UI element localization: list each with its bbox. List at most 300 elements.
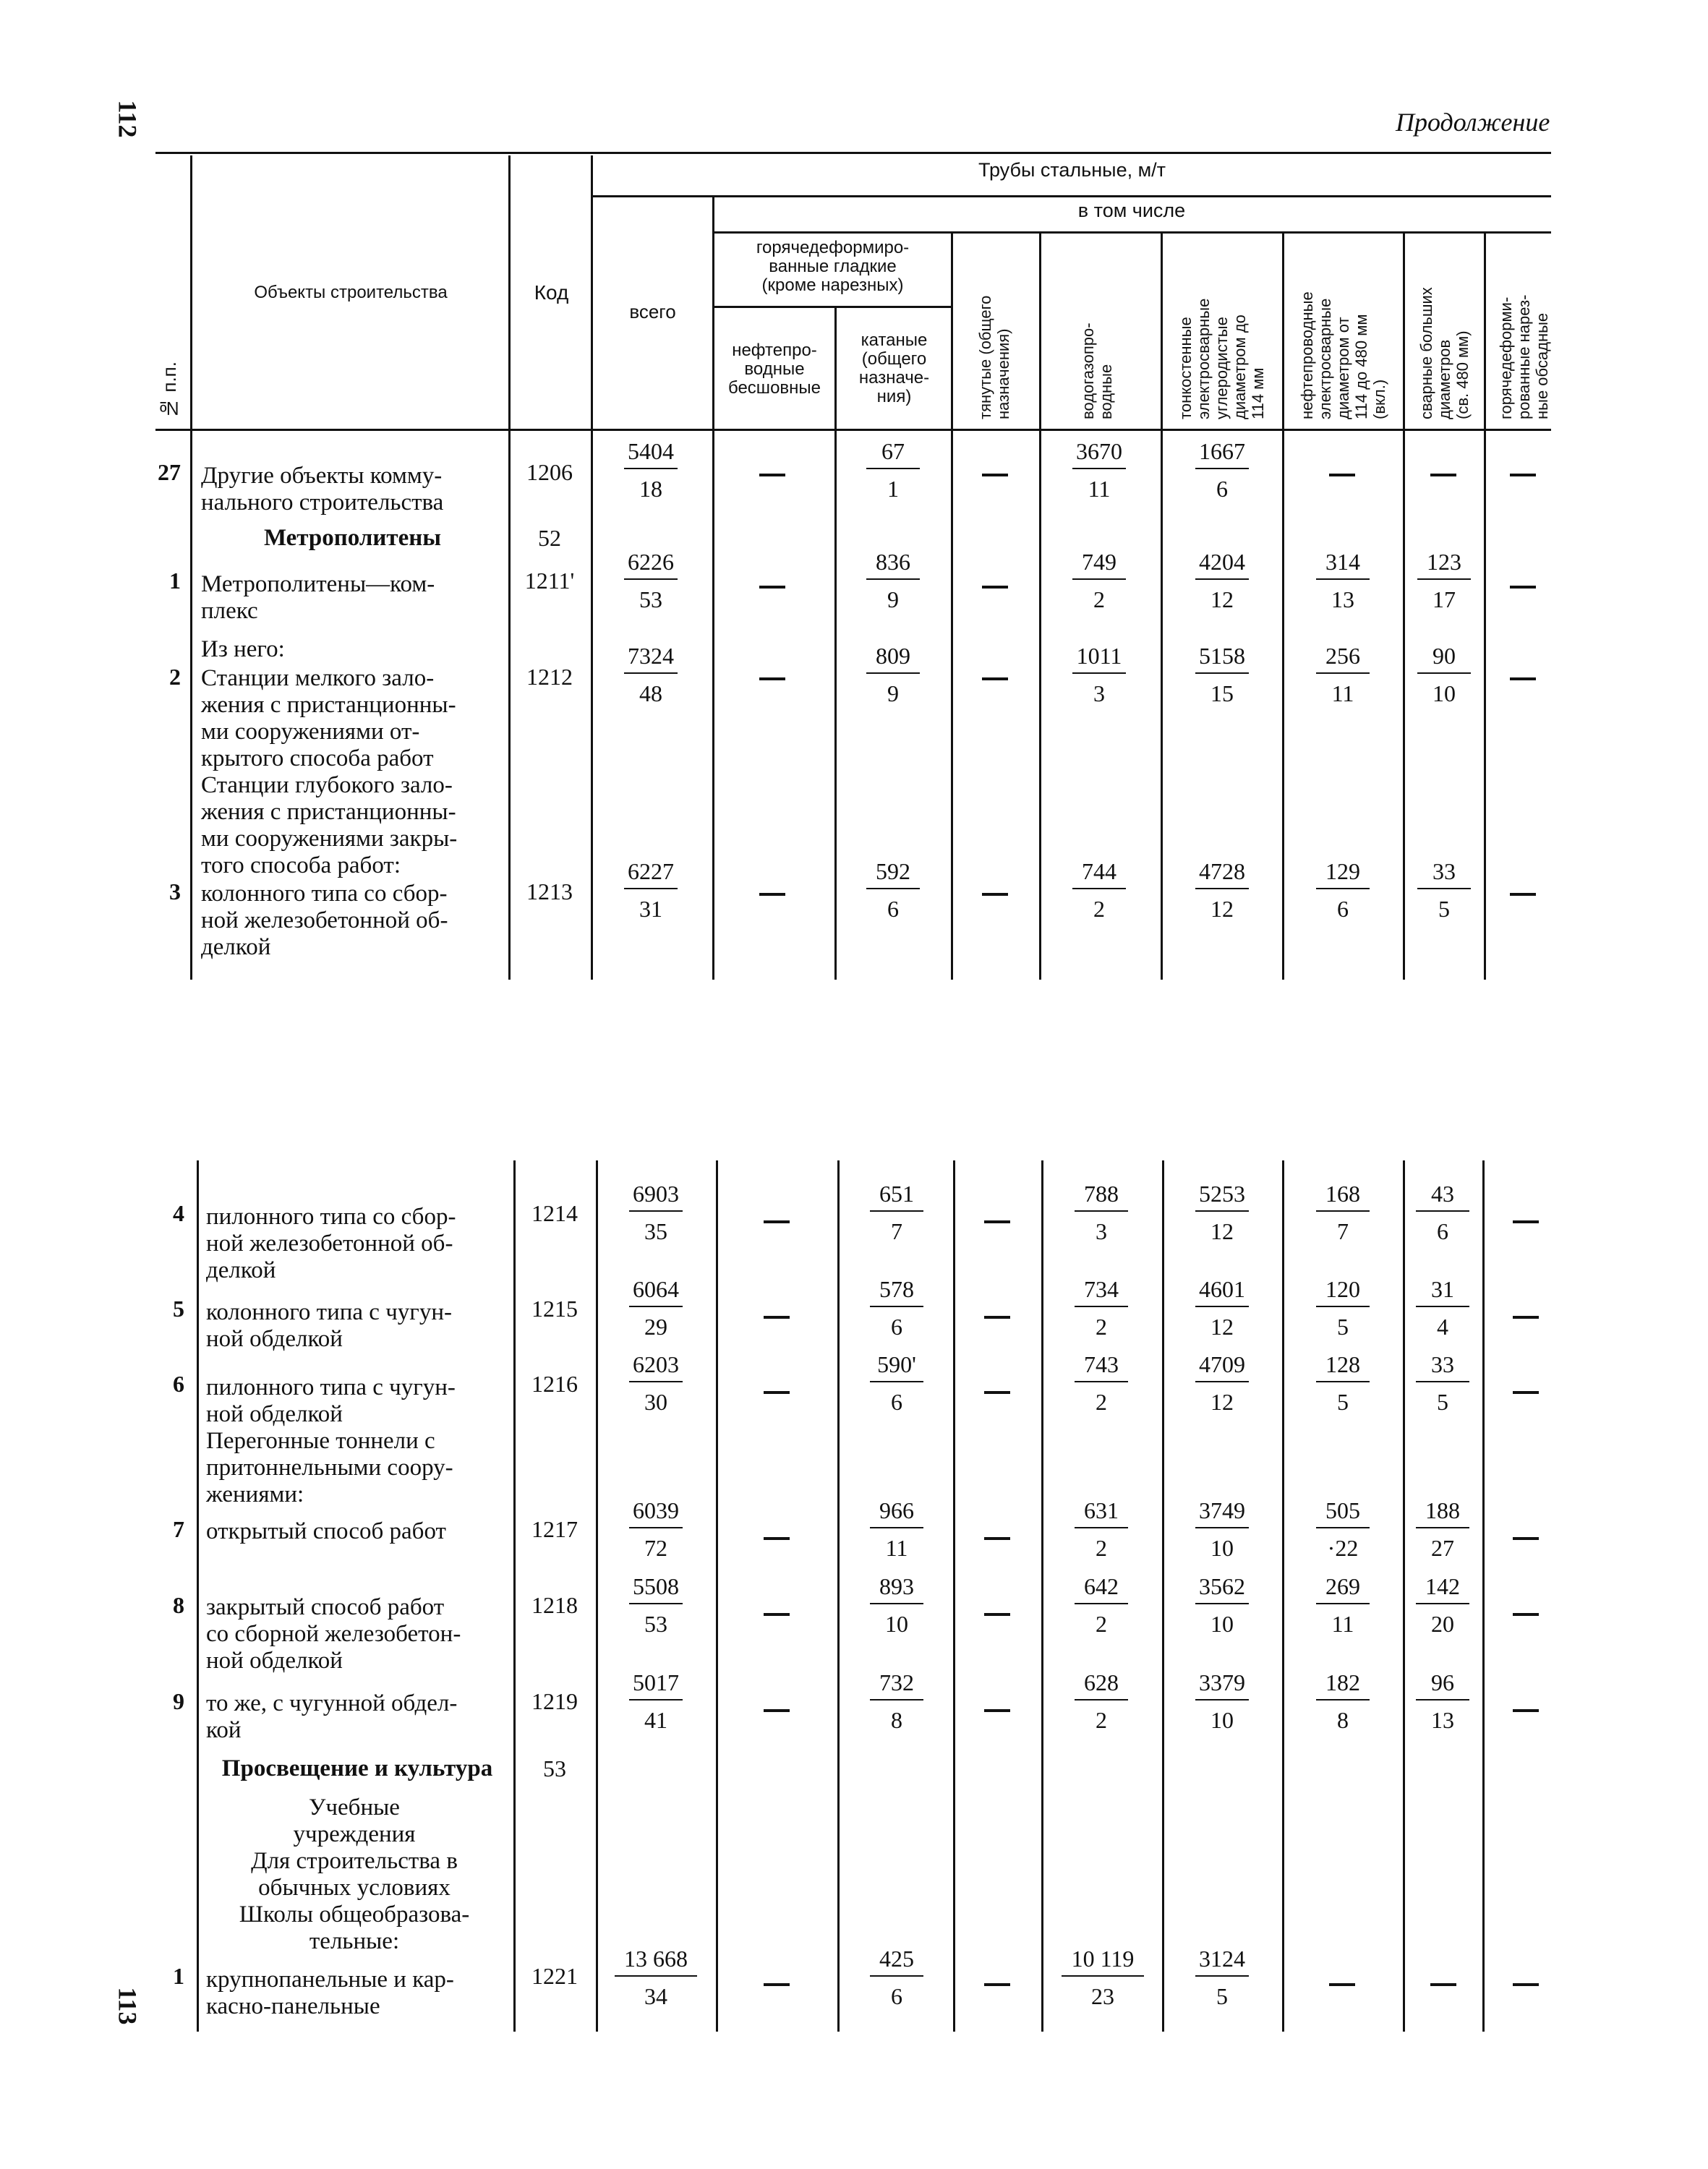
denominator: 4 (1437, 1314, 1448, 1340)
col-rule (951, 231, 953, 980)
dash (1513, 1316, 1539, 1319)
numerator: 6064 (629, 1275, 683, 1307)
cell-water (1069, 1573, 1134, 1638)
numerator: 732 (870, 1669, 923, 1700)
hot-group-rule (712, 306, 951, 308)
cell-total (618, 548, 683, 613)
numerator: 314 (1316, 548, 1370, 580)
numerator: 5253 (1195, 1180, 1249, 1212)
denominator: 2 (1093, 896, 1105, 922)
numerator: 7324 (624, 642, 678, 674)
section-title: Просвещение и культура (221, 1755, 493, 1781)
cell-water (1067, 857, 1132, 923)
denominator: 2 (1096, 1314, 1107, 1340)
header-total: всего (629, 301, 676, 322)
col-rule (1403, 231, 1405, 980)
col-rule (1039, 231, 1041, 980)
cell-large (1412, 857, 1477, 923)
dash (982, 474, 1008, 476)
numerator: 3749 (1195, 1497, 1249, 1528)
row-number: 1 (173, 1963, 184, 1989)
numerator: 96 (1416, 1669, 1469, 1700)
denominator: 12 (1210, 1314, 1234, 1340)
cell-thin (1190, 857, 1255, 923)
row-number: 4 (173, 1200, 184, 1226)
denominator: 10 (1210, 1611, 1234, 1637)
denominator: 5 (1437, 1389, 1448, 1415)
dash (1513, 1983, 1539, 1986)
section-title: Метрополитены (263, 525, 442, 551)
cell-oil-electric (1310, 1497, 1375, 1562)
numerator: 578 (870, 1275, 923, 1307)
col-rule (712, 195, 714, 980)
denominator: 6 (1437, 1218, 1448, 1244)
col-rule (834, 306, 837, 980)
col-rule (1282, 231, 1284, 980)
numerator: 182 (1316, 1669, 1370, 1700)
numerator: 5404 (624, 437, 678, 469)
row-pre: Учебные учреждения Для строительства в обычных условиях Школы общеобразова- тельные: (239, 1794, 470, 1954)
header-oil-seamless: нефтепро- водные бесшовные (727, 341, 821, 398)
denominator: 12 (1210, 586, 1234, 612)
denominator: 11 (1331, 680, 1354, 706)
denominator: 13 (1431, 1707, 1454, 1733)
dash (759, 677, 785, 680)
cell-total (618, 642, 683, 707)
dash (764, 1983, 790, 1986)
cell-thin (1190, 1275, 1255, 1340)
row-code: 1215 (531, 1296, 578, 1322)
cell-total (623, 1573, 688, 1638)
denominator: 31 (639, 896, 662, 922)
row-number: 9 (173, 1688, 184, 1714)
col-rule (1162, 1160, 1164, 2032)
denominator: 27 (1431, 1535, 1454, 1561)
numerator: 4601 (1195, 1275, 1249, 1307)
denominator: 53 (644, 1611, 667, 1637)
numerator: 966 (870, 1497, 923, 1528)
cell-rolled (861, 642, 926, 707)
row-name: крупнопанельные и кар- касно-панельные (206, 1967, 454, 2019)
denominator: 8 (891, 1707, 902, 1733)
cell-rolled (861, 548, 926, 613)
denominator: 41 (644, 1707, 667, 1733)
cell-thin (1190, 1497, 1255, 1562)
cell-total (623, 1275, 688, 1340)
header-group: Трубы стальные, м/т (978, 159, 1166, 181)
dash (1513, 1537, 1539, 1540)
cell-oil-electric (1310, 1275, 1375, 1340)
numerator: 788 (1075, 1180, 1128, 1212)
denominator: 6 (891, 1983, 902, 2009)
denominator: 72 (644, 1535, 667, 1561)
denominator: 12 (1210, 1218, 1234, 1244)
cell-thin (1190, 1351, 1255, 1416)
row-code: 1221 (531, 1963, 578, 1989)
numerator: 6203 (629, 1351, 683, 1382)
numerator: 129 (1316, 857, 1370, 889)
numerator: 188 (1416, 1497, 1469, 1528)
col-rule (190, 155, 192, 980)
numerator: 31 (1416, 1275, 1469, 1307)
cell-large (1410, 1180, 1475, 1245)
cell-rolled (864, 1497, 929, 1562)
row-code: 1213 (526, 878, 573, 904)
cell-rolled (864, 1945, 929, 2010)
dash (1513, 1709, 1539, 1712)
numerator: 3124 (1195, 1945, 1249, 1977)
numerator: 90 (1417, 642, 1471, 674)
row-code: 1219 (531, 1688, 578, 1714)
row-number: 3 (169, 878, 181, 904)
cell-total (623, 1180, 688, 1245)
numerator: 5158 (1195, 642, 1249, 674)
row-number: 5 (173, 1296, 184, 1322)
denominator: 7 (1337, 1218, 1349, 1244)
cell-oil-electric (1310, 857, 1375, 923)
cell-thin (1190, 1573, 1255, 1638)
subgroup-rule (712, 231, 1551, 234)
denominator: ·22 (1327, 1535, 1359, 1561)
dash (1513, 1391, 1539, 1394)
dash (984, 1613, 1010, 1616)
header-bottom-rule (155, 429, 1551, 431)
dash (1510, 586, 1536, 589)
numerator: 6226 (624, 548, 678, 580)
header-large-welded: сварные больших диаметров (св. 480 мм) (1417, 287, 1472, 419)
header-hot-group: горячедеформиро- ванные гладкие (кроме нарезных) (756, 238, 910, 295)
row-name: Метрополитены—ком- плекс (201, 571, 435, 624)
cell-total (618, 437, 683, 502)
dash (1430, 474, 1456, 476)
row-code: 1212 (526, 664, 573, 690)
dash (984, 1220, 1010, 1223)
cell-thin (1190, 1669, 1255, 1734)
cell-total (618, 857, 683, 923)
cell-rolled (861, 437, 926, 502)
group-rule (593, 195, 1551, 197)
cell-thin (1190, 548, 1255, 613)
cell-oil-electric (1310, 1180, 1375, 1245)
col-rule (716, 1160, 718, 2032)
numerator: 743 (1075, 1351, 1128, 1382)
row-name: закрытый способ работ со сборной железобетон- ной обделкой (206, 1594, 461, 1674)
header-casing: горячедеформи- рованные нарез- ные обсадные (1497, 294, 1551, 419)
cell-total (609, 1945, 703, 2010)
cell-rolled (861, 857, 926, 923)
header-subgroup: в том числе (1077, 200, 1186, 221)
header-num: № п.п. (158, 362, 180, 419)
cell-water (1069, 1497, 1134, 1562)
numerator: 13 668 (615, 1945, 697, 1977)
dash (984, 1983, 1010, 1986)
denominator: 20 (1431, 1611, 1454, 1637)
col-rule (1041, 1160, 1043, 2032)
denominator: 6 (1216, 476, 1228, 502)
dash (764, 1391, 790, 1394)
col-rule (953, 1160, 955, 2032)
dash (982, 893, 1008, 896)
numerator: 5017 (629, 1669, 683, 1700)
cell-oil-electric (1310, 1573, 1375, 1638)
cell-water (1067, 642, 1132, 707)
row-name: пилонного типа со сбор- ной железобетонной об- делкой (206, 1204, 456, 1283)
denominator: 8 (1337, 1707, 1349, 1733)
row-code: 52 (538, 525, 561, 551)
numerator: 6903 (629, 1180, 683, 1212)
numerator: 120 (1316, 1275, 1370, 1307)
numerator: 168 (1316, 1180, 1370, 1212)
dash (1510, 893, 1536, 896)
header-oil-electric: нефтепроводные электросварные диаметром от 114 до 480 мм (вкл.) (1298, 291, 1388, 419)
numerator: 33 (1417, 857, 1471, 889)
cell-rolled (864, 1180, 929, 1245)
dash (759, 893, 785, 896)
cell-total (623, 1497, 688, 1562)
numerator: 590' (870, 1351, 923, 1382)
denominator: 7 (891, 1218, 902, 1244)
numerator: 744 (1072, 857, 1126, 889)
denominator: 5 (1438, 896, 1450, 922)
dash (764, 1220, 790, 1223)
cell-total (623, 1351, 688, 1416)
row-code: 1218 (531, 1592, 578, 1618)
denominator: 2 (1093, 586, 1105, 612)
cell-rolled (864, 1275, 929, 1340)
dash (759, 474, 785, 476)
dash (1329, 474, 1355, 476)
row-number: 1 (169, 568, 181, 594)
row-number: 2 (169, 664, 181, 690)
col-rule (596, 1160, 598, 2032)
numerator: 269 (1316, 1573, 1370, 1604)
col-rule (1403, 1160, 1405, 2032)
dash (982, 586, 1008, 589)
numerator: 628 (1075, 1669, 1128, 1700)
col-rule (1282, 1160, 1284, 2032)
page-number-bottom: 113 (113, 1987, 142, 2025)
cell-water (1069, 1351, 1134, 1416)
denominator: 2 (1096, 1611, 1107, 1637)
row-code: 1217 (531, 1516, 578, 1542)
numerator: 3562 (1195, 1573, 1249, 1604)
row-pre: Перегонные тоннели с притоннельными соору- жениями: (206, 1428, 453, 1507)
numerator: 10 119 (1062, 1945, 1144, 1977)
cell-rolled (864, 1669, 929, 1734)
row-code: 1214 (531, 1200, 578, 1226)
row-code: 1211' (524, 568, 575, 594)
denominator: 10 (1210, 1535, 1234, 1561)
cell-total (623, 1669, 688, 1734)
numerator: 734 (1075, 1275, 1128, 1307)
numerator: 1011 (1072, 642, 1126, 674)
denominator: 30 (644, 1389, 667, 1415)
numerator: 4709 (1195, 1351, 1249, 1382)
denominator: 15 (1210, 680, 1234, 706)
row-number: 6 (173, 1371, 184, 1397)
dash (764, 1316, 790, 1319)
cell-oil-electric (1310, 642, 1375, 707)
row-code: 53 (543, 1755, 566, 1781)
row-name: Другие объекты комму- нального строительства (201, 463, 444, 515)
row-pre: Станции глубокого зало- жения с пристанционны- ми сооружениями закры- того способа работ: (201, 772, 458, 878)
denominator: 9 (887, 586, 899, 612)
numerator: 4728 (1195, 857, 1249, 889)
header-drawn: тянутые (общего назначения) (976, 295, 1012, 419)
denominator: 12 (1210, 1389, 1234, 1415)
cell-water (1067, 548, 1132, 613)
denominator: 53 (639, 586, 662, 612)
numerator: 425 (870, 1945, 923, 1977)
denominator: 29 (644, 1314, 667, 1340)
denominator: 11 (1088, 476, 1111, 502)
numerator: 5508 (629, 1573, 683, 1604)
row-pre: Из него: (201, 636, 285, 662)
dash (764, 1709, 790, 1712)
dash (1329, 1983, 1355, 1986)
numerator: 6039 (629, 1497, 683, 1528)
header-thin-wall: тонкостенные электросварные углеродистые диаметром до 114 мм (1177, 298, 1267, 419)
col-rule (837, 1160, 840, 2032)
denominator: 11 (885, 1535, 908, 1561)
cell-oil-electric (1310, 1669, 1375, 1734)
cell-thin (1190, 1180, 1255, 1245)
numerator: 142 (1416, 1573, 1469, 1604)
row-number: 27 (158, 459, 181, 485)
cell-water (1067, 437, 1132, 502)
numerator: 67 (866, 437, 920, 469)
col-rule (1482, 1160, 1485, 2032)
dash (982, 677, 1008, 680)
cell-thin (1190, 642, 1255, 707)
numerator: 3670 (1072, 437, 1126, 469)
dash (1513, 1220, 1539, 1223)
denominator: 12 (1210, 896, 1234, 922)
numerator: 3379 (1195, 1669, 1249, 1700)
denominator: 13 (1331, 586, 1354, 612)
denominator: 10 (1432, 680, 1456, 706)
row-name: пилонного типа с чугун- ной обделкой (206, 1374, 456, 1427)
denominator: 6 (1337, 896, 1349, 922)
dash (764, 1613, 790, 1616)
numerator: 631 (1075, 1497, 1128, 1528)
cell-rolled (864, 1573, 929, 1638)
row-name: колонного типа с чугун- ной обделкой (206, 1299, 452, 1352)
dash (1510, 677, 1536, 680)
denominator: 18 (639, 476, 662, 502)
table-top-rule (155, 152, 1551, 154)
denominator: 6 (891, 1389, 902, 1415)
denominator: 11 (1331, 1611, 1354, 1637)
col-rule (591, 155, 593, 980)
denominator: 9 (887, 680, 899, 706)
denominator: 2 (1096, 1389, 1107, 1415)
cell-water (1069, 1669, 1134, 1734)
row-name: колонного типа со сбор- ной железобетонной об- делкой (201, 881, 448, 960)
cell-large (1410, 1275, 1475, 1340)
header-objects: Объекты строительства (254, 283, 448, 302)
numerator: 836 (866, 548, 920, 580)
denominator: 6 (891, 1314, 902, 1340)
cell-thin (1190, 1945, 1255, 2010)
numerator: 592 (866, 857, 920, 889)
cell-large (1410, 1573, 1475, 1638)
header-code: Код (534, 281, 569, 304)
dash (1510, 474, 1536, 476)
page-number-top: 112 (113, 100, 142, 138)
denominator: 17 (1432, 586, 1456, 612)
cell-water (1069, 1180, 1134, 1245)
header-water-gas: водогазопро- водные (1079, 322, 1115, 419)
numerator: 893 (870, 1573, 923, 1604)
row-name: Станции мелкого зало- жения с пристанционны- ми сооружениями от- крытого способа работ (201, 665, 456, 771)
row-number: 8 (173, 1592, 184, 1618)
dash (1430, 1983, 1456, 1986)
cell-water (1069, 1275, 1134, 1340)
denominator: 6 (887, 896, 899, 922)
denominator: 23 (1091, 1983, 1114, 2009)
numerator: 128 (1316, 1351, 1370, 1382)
dash (984, 1316, 1010, 1319)
col-rule (1484, 231, 1486, 980)
cell-large (1412, 642, 1477, 707)
col-rule (1161, 231, 1163, 980)
cell-large (1410, 1497, 1475, 1562)
row-name: открытый способ работ (206, 1518, 446, 1544)
cell-oil-electric (1310, 1351, 1375, 1416)
denominator: 2 (1096, 1707, 1107, 1733)
cell-thin (1190, 437, 1255, 502)
header-rolled: катаные (общего назначе- ния) (858, 330, 930, 406)
numerator: 33 (1416, 1351, 1469, 1382)
numerator: 43 (1416, 1180, 1469, 1212)
numerator: 749 (1072, 548, 1126, 580)
numerator: 6227 (624, 857, 678, 889)
denominator: 34 (644, 1983, 667, 2009)
numerator: 1667 (1195, 437, 1249, 469)
col-rule (197, 1160, 199, 2032)
denominator: 35 (644, 1218, 667, 1244)
dash (764, 1537, 790, 1540)
cell-rolled (864, 1351, 929, 1416)
denominator: 5 (1337, 1389, 1349, 1415)
numerator: 505 (1316, 1497, 1370, 1528)
numerator: 123 (1417, 548, 1471, 580)
denominator: 5 (1216, 1983, 1228, 2009)
dash (984, 1391, 1010, 1394)
denominator: 5 (1337, 1314, 1349, 1340)
cell-large (1412, 548, 1477, 613)
dash (759, 586, 785, 589)
numerator: 651 (870, 1180, 923, 1212)
numerator: 256 (1316, 642, 1370, 674)
denominator: 48 (639, 680, 662, 706)
cell-large (1410, 1669, 1475, 1734)
dash (984, 1709, 1010, 1712)
denominator: 2 (1096, 1535, 1107, 1561)
numerator: 809 (866, 642, 920, 674)
row-code: 1216 (531, 1371, 578, 1397)
denominator: 1 (887, 476, 899, 502)
denominator: 3 (1093, 680, 1105, 706)
numerator: 4204 (1195, 548, 1249, 580)
cell-large (1410, 1351, 1475, 1416)
dash (984, 1537, 1010, 1540)
numerator: 642 (1075, 1573, 1128, 1604)
row-name: то же, с чугунной обдел- кой (206, 1690, 458, 1743)
dash (1513, 1613, 1539, 1616)
cell-water (1056, 1945, 1150, 2010)
